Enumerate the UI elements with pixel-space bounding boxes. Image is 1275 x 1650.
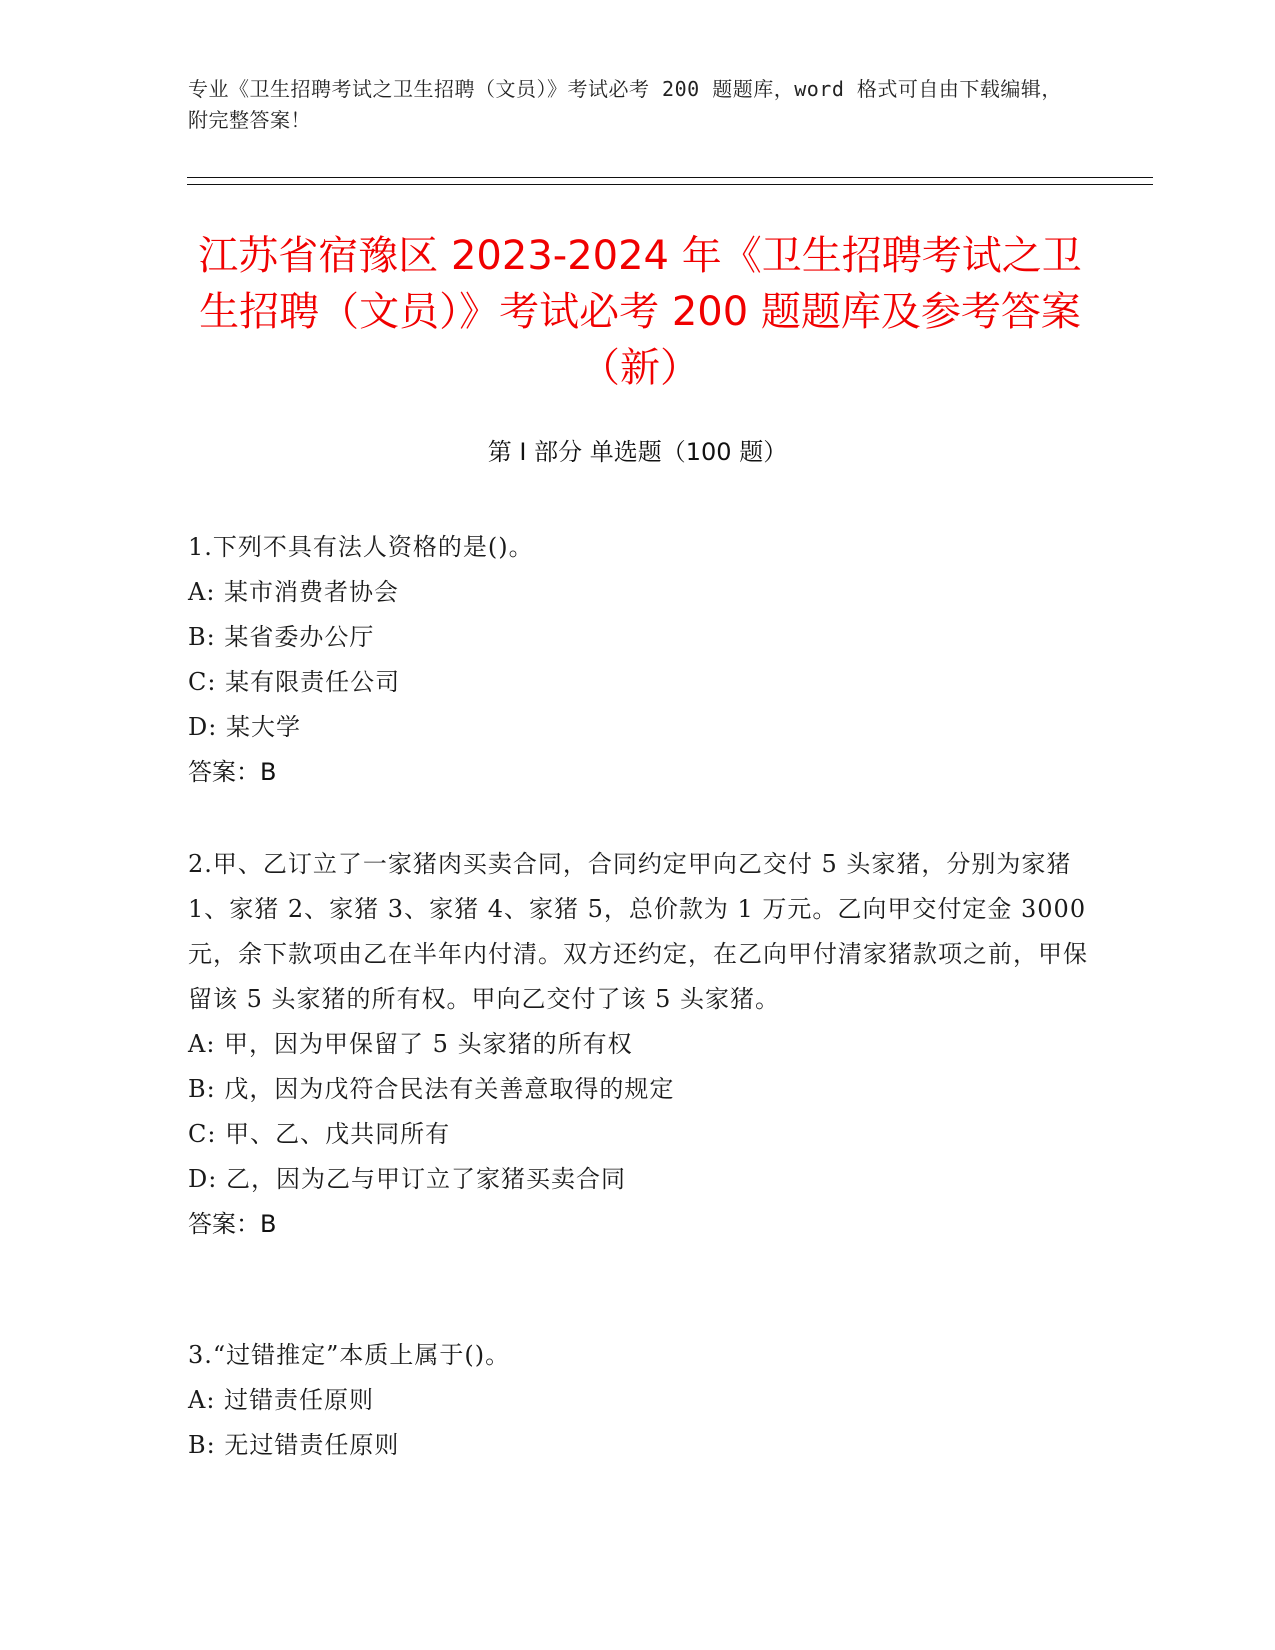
question-stem: 3.“过错推定”本质上属于()。 bbox=[188, 1341, 511, 1369]
header-divider-bottom bbox=[187, 184, 1153, 185]
answer-label: 答案：B bbox=[188, 1210, 277, 1238]
question-stem: 2.甲、乙订立了一家猪肉买卖合同，合同约定甲向乙交付 5 头家猪，分别为家猪 1、家猪 2、家猪 3、家猪 4、家猪 5，总价款为 1 万元。乙向甲交付定金 3000 元，余下款项由乙在半年内付清。双方还约定，在乙向甲付清家猪款项之前，甲保留该 5 头家猪的所有权。甲向乙交付了该 5 头家猪。 bbox=[188, 850, 1088, 1013]
header-divider-top bbox=[187, 177, 1153, 178]
section-heading: 第 I 部分 单选题（100 题） bbox=[487, 438, 788, 466]
question-3 bbox=[188, 1333, 1088, 1468]
option-d: D: 乙，因为乙与甲订立了家猪买卖合同 bbox=[188, 1165, 626, 1193]
option-c: C: 甲、乙、戊共同所有 bbox=[188, 1120, 451, 1148]
option-a: A: 过错责任原则 bbox=[188, 1386, 375, 1414]
question-2 bbox=[188, 842, 1088, 1247]
question-stem: 1.下列不具有法人资格的是()。 bbox=[188, 533, 534, 561]
header-note: 专业《卫生招聘考试之卫生招聘（文员）》考试必考 200 题题库，word 格式可自由下载编辑，附完整答案！ bbox=[188, 77, 1062, 132]
option-a: A: 某市消费者协会 bbox=[188, 578, 400, 606]
option-b: B: 无过错责任原则 bbox=[188, 1431, 400, 1459]
answer-label: 答案：B bbox=[188, 758, 277, 786]
option-b: B: 戊，因为戊符合民法有关善意取得的规定 bbox=[188, 1075, 675, 1103]
question-1 bbox=[188, 525, 1088, 795]
option-b: B: 某省委办公厅 bbox=[188, 623, 375, 651]
option-d: D: 某大学 bbox=[188, 713, 301, 741]
document-title: 江苏省宿豫区 2023-2024 年《卫生招聘考试之卫生招聘（文员）》考试必考 200 题题库及参考答案（新） bbox=[198, 233, 1082, 391]
option-c: C: 某有限责任公司 bbox=[188, 668, 401, 696]
option-a: A: 甲，因为甲保留了 5 头家猪的所有权 bbox=[188, 1030, 633, 1058]
